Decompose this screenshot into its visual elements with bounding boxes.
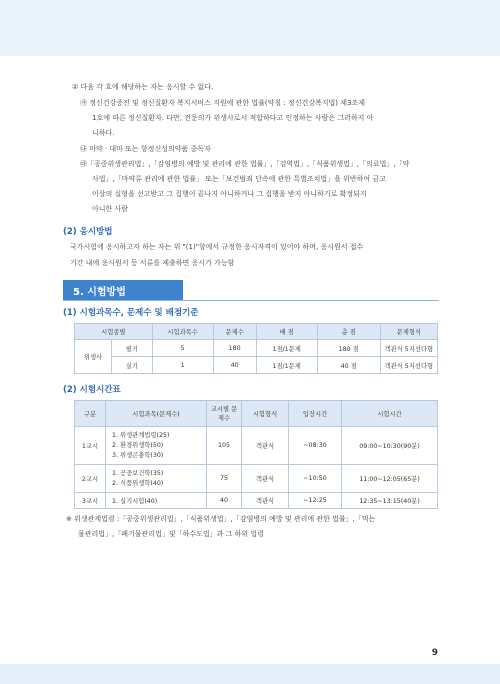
table-row xyxy=(75,493,438,509)
clause-1-line1: ㉮ 정신건강증진 및 정신질환자 복지서비스 지원에 관한 법률(약칭 : 정신건강복지법) 제3조제 xyxy=(80,99,365,107)
header-question-count: 문제수 xyxy=(213,324,256,340)
apply-line2: 기간 내에 응시원서 등 서류를 제출하면 응시가 가능함 xyxy=(70,259,235,267)
cell-time: 12:35~13:15(40분) xyxy=(342,493,438,509)
cell-period: 2교시 xyxy=(75,465,106,493)
header-format: 문제형식 xyxy=(380,324,437,340)
cell-count: 105 xyxy=(207,427,242,465)
header-points: 배 점 xyxy=(256,324,317,340)
group-cell: 위생사 xyxy=(75,340,112,374)
header-total: 총 점 xyxy=(317,324,380,340)
cell-questions: 180 xyxy=(213,340,256,357)
clause-1-line3: 니하다. xyxy=(92,129,115,137)
timetable xyxy=(74,400,438,509)
clause-1-line2: 1호에 따른 정신질환자. 다만, 전문의가 위생사로서 적합하다고 인정하는 사람은 그러하지 아 xyxy=(92,114,374,122)
subject-item: 1. 공중보건학(35) xyxy=(112,469,164,477)
apply-line1: 국가시험에 응시하고자 하는 자는 위 "(1)"항에서 규정한 응시자격이 있어야 하며, 응시원서 접수 xyxy=(70,243,364,251)
cell-subject-list xyxy=(106,493,207,509)
cell-time: 09:00~10:30(90분) xyxy=(342,427,438,465)
cell-count: 75 xyxy=(207,465,242,493)
cell-format: 객관식 5지선다형 xyxy=(380,340,437,357)
clause-3-line3: 이상의 실형을 선고받고 그 집행이 끝나지 아니하거나 그 집행을 받지 아니하기로 확정되지 xyxy=(92,190,367,198)
header-period: 구분 xyxy=(75,401,106,427)
timetable-header-row xyxy=(75,401,438,427)
apply-heading: (2) 응시방법 xyxy=(63,227,113,237)
cell-format: 객관식 xyxy=(242,465,289,493)
header-time: 시험시간 xyxy=(342,401,438,427)
cell-points: 1점/1문제 xyxy=(256,340,317,357)
table-row xyxy=(75,465,438,493)
cell-period: 3교시 xyxy=(75,493,106,509)
scoring-table xyxy=(74,323,438,374)
section-5-bar xyxy=(63,280,439,301)
table2-heading: (2) 시험시간표 xyxy=(63,385,121,395)
cell-total: 180 점 xyxy=(317,340,380,357)
subject-item: 1. 위생관계법령(25) xyxy=(112,431,170,439)
clause-3-line2: 사법」,「마약류 관리에 관한 법률」 또는「보건범죄 단속에 관한 특별조치법」을 위반하여 금고 xyxy=(92,175,386,183)
table-row xyxy=(75,340,438,357)
item-2: ② 다음 각 호에 해당하는 자는 응시할 수 없다. xyxy=(72,83,214,91)
table-row xyxy=(75,427,438,465)
cell-entry: ~08:30 xyxy=(289,427,342,465)
cell-subject-list xyxy=(106,427,207,465)
subject-item: 2. 식품위생학(40) xyxy=(112,479,164,487)
section-5-title: 5. 시험방법 xyxy=(73,287,126,298)
cell-questions: 40 xyxy=(213,357,256,374)
clause-2: ㉯ 마약 · 대마 또는 향정신성의약품 중독자 xyxy=(80,145,211,153)
footnote-line2: 물관리법」,「폐기물관리법」및「하수도법」과 그 하위 법령 xyxy=(78,530,264,538)
section-5-tab xyxy=(63,280,183,300)
clause-3-line4: 아니한 사람 xyxy=(92,205,129,213)
table-row xyxy=(75,357,438,374)
footnote-line1: ※ 위생관계법령 :「공중위생관리법」,「식품위생법」,「감염병의 예방 및 관리에 관한 법률」,「먹는 xyxy=(66,515,376,523)
header-exam-type: 시험종별 xyxy=(75,324,153,340)
cell-format: 객관식 5지선다형 xyxy=(380,357,437,374)
header-format: 시험형식 xyxy=(242,401,289,427)
header-period-count: 교시별 문제수 xyxy=(207,401,242,427)
cell-count: 40 xyxy=(207,493,242,509)
cell-entry: ~12:25 xyxy=(289,493,342,509)
subject-item: 2. 환경위생학(50) xyxy=(112,441,164,449)
cell-period: 1교시 xyxy=(75,427,106,465)
cell-format: 객관식 xyxy=(242,493,289,509)
header-entry: 입장시간 xyxy=(289,401,342,427)
subject-item: 1. 실기시험(40) xyxy=(112,498,158,505)
cell-format: 객관식 xyxy=(242,427,289,465)
cell-type: 실기 xyxy=(112,357,153,374)
clause-3-line1: ㉰「공중위생관리법」,「감염병의 예방 및 관리에 관한 법률」,「검역법」,「식품위생법」,「의료법」,「약 xyxy=(80,160,410,168)
scoring-header-row xyxy=(75,324,438,340)
cell-entry: ~10:50 xyxy=(289,465,342,493)
header-subject-count: 시험과목수 xyxy=(152,324,213,340)
cell-total: 40 점 xyxy=(317,357,380,374)
table1-heading: (1) 시험과목수, 문제수 및 배점기준 xyxy=(63,308,199,318)
cell-points: 1점/1문제 xyxy=(256,357,317,374)
subject-item: 3. 위생곤충학(30) xyxy=(112,451,164,459)
cell-type: 필기 xyxy=(112,340,153,357)
header-band xyxy=(0,0,500,56)
cell-subjects: 5 xyxy=(152,340,213,357)
cell-time: 11:00~12:05(65분) xyxy=(342,465,438,493)
footer-band xyxy=(0,664,500,684)
cell-subjects: 1 xyxy=(152,357,213,374)
cell-subject-list xyxy=(106,465,207,493)
header-subjects: 시험과목(문제수) xyxy=(106,401,207,427)
page-number: 9 xyxy=(431,648,438,658)
